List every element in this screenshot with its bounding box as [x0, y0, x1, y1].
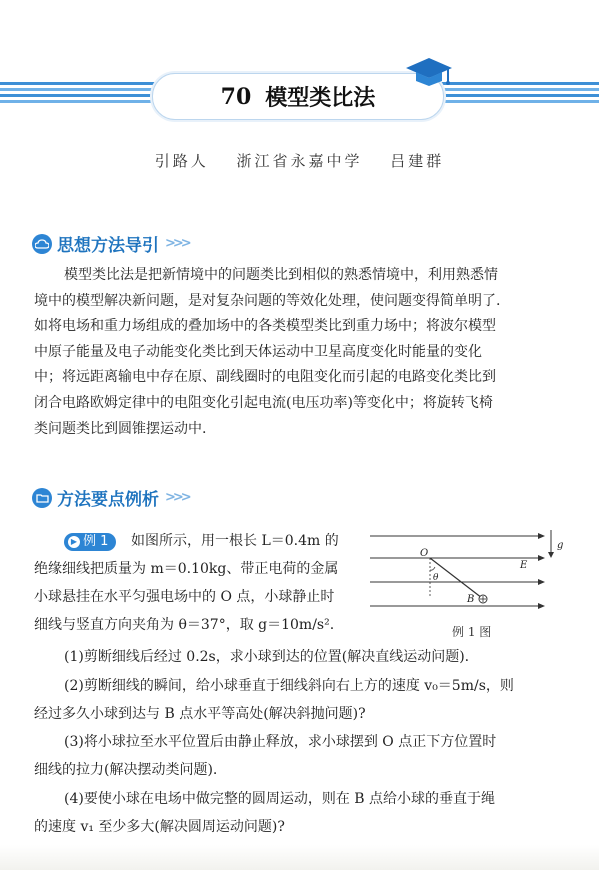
guide-line: 中；将远距离输电中存在原、副线圈时的电阻变化而引起的电路变化类比到: [34, 369, 496, 385]
question-line: (1)剪断细线后经过 0.2s，求小球到达的位置(解决直线运动问题).: [64, 649, 470, 665]
figure-label-b: B: [467, 594, 475, 605]
example-intro-line: 绝缘细线把质量为 m＝0.10kg、带正电荷的金属: [34, 561, 339, 577]
figure-label-g: g: [557, 540, 564, 551]
question-line: (3)将小球拉至水平位置后由静止释放，求小球摆到 O 点正下方位置时: [64, 734, 497, 750]
chapter-number: 70: [220, 83, 252, 110]
byline-school: 浙江省永嘉中学: [236, 152, 363, 170]
byline-author: 吕建群: [390, 152, 445, 170]
byline: [0, 150, 599, 171]
cloud-icon: [32, 234, 52, 254]
example-badge: [64, 530, 116, 551]
page-bottom-edge: [0, 845, 599, 870]
figure-label-e: E: [520, 560, 528, 571]
guide-line: 模型类比法是把新情境中的问题类比到相似的熟悉情境中，利用熟悉情: [64, 267, 498, 283]
header-stripes-right: [437, 82, 599, 108]
example-intro-line: 细线与竖直方向夹角为 θ＝37°，取 g＝10m/s².: [34, 617, 335, 633]
chapter-title: [152, 73, 444, 120]
question-line: 的速度 v₁ 至少多大(解决圆周运动问题)?: [34, 819, 285, 835]
folder-icon: [32, 488, 52, 508]
chevron-right-icon: >>>: [165, 490, 189, 505]
example-figure: [370, 526, 575, 618]
guide-line: 境中的模型解决新问题，是对复杂问题的等效化处理，使问题变得简单明了.: [34, 293, 501, 309]
question-line: 经过多久小球到达与 B 点水平等高处(解决斜抛问题)?: [34, 706, 366, 722]
section-heading-examples: [32, 485, 189, 510]
graduation-cap-icon: [404, 54, 454, 88]
section-heading-guide: [32, 231, 189, 256]
guide-line: 如将电场和重力场组成的叠加场中的各类模型类比到重力场中；将波尔模型: [34, 318, 496, 334]
question-line: (4)要使小球在电场中做完整的圆周运动，则在 B 点给小球的垂直于绳: [64, 791, 496, 807]
header-stripes-left: [0, 82, 158, 108]
byline-role: 引路人: [154, 152, 209, 170]
example-intro-line: 小球悬挂在水平匀强电场中的 O 点，小球静止时: [34, 589, 335, 605]
example-label: 例 1: [83, 534, 109, 549]
chapter-title-text: 模型类比法: [265, 86, 376, 111]
guide-line: 中原子能量及电子动能变化类比到天体运动中卫星高度变化时能量的变化: [34, 344, 482, 360]
section-heading-examples-text: 方法要点例析: [57, 490, 159, 510]
chevron-right-icon: >>>: [165, 236, 189, 251]
section-heading-guide-text: 思想方法导引: [57, 236, 159, 256]
question-line: 细线的拉力(解决摆动类问题).: [34, 762, 218, 778]
example-intro-line: 如图所示，用一根长 L＝0.4m 的: [131, 533, 339, 549]
play-icon: ▶: [68, 536, 80, 548]
guide-line: 类问题类比到圆锥摆运动中.: [34, 421, 207, 437]
figure-label-theta: θ: [433, 573, 439, 583]
guide-line: 闭合电路欧姆定律中的电阻变化引起电流(电压功率)等变化中；将旋转飞椅: [34, 395, 493, 411]
question-line: (2)剪断细线的瞬间，给小球垂直于细线斜向右上方的速度 v₀＝5m/s，则: [64, 678, 514, 694]
figure-caption: 例 1 图: [452, 625, 492, 639]
figure-label-o: O: [420, 548, 429, 559]
